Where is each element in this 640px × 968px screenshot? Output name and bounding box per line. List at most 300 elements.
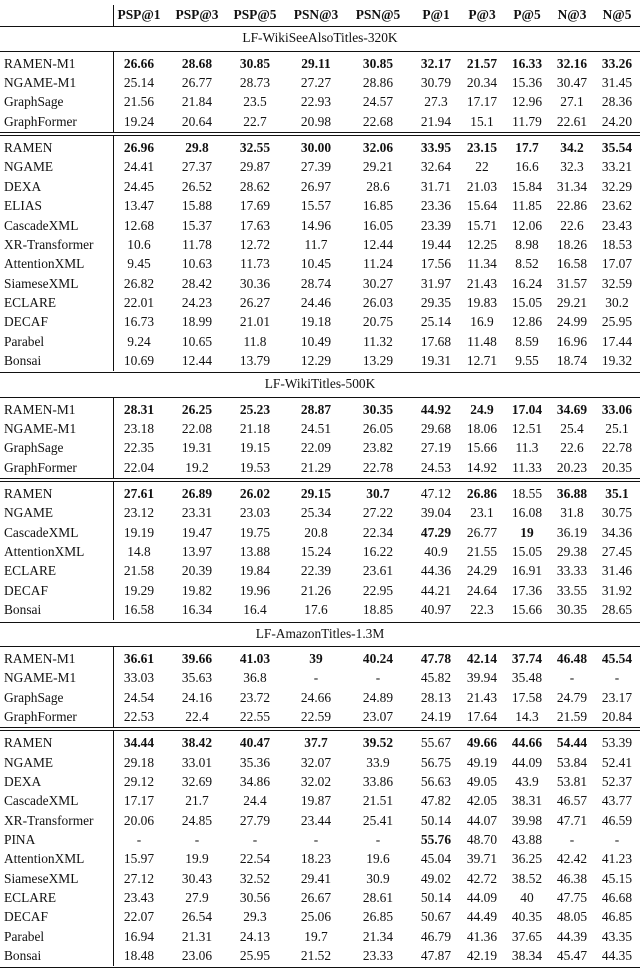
metric-value: 22.7 xyxy=(243,113,267,129)
metric-value: 24.19 xyxy=(420,708,452,724)
metric-value: 15.57 xyxy=(300,198,332,214)
metric-value: 46.85 xyxy=(601,909,633,925)
method-name: RAMEN xyxy=(4,735,53,751)
metric-value: 29.11 xyxy=(301,55,331,71)
metric-value: 42.05 xyxy=(466,793,498,809)
metric-value: 29.68 xyxy=(420,421,452,436)
metric-value: 12.44 xyxy=(362,236,394,252)
metric-value: 35.63 xyxy=(181,670,213,686)
table-row xyxy=(0,138,640,157)
metric-value: 27.9 xyxy=(185,890,209,906)
metric-value: 47.75 xyxy=(556,890,588,906)
metric-value: 24.29 xyxy=(466,563,498,579)
dataset-title: LF-AmazonTitles-1.3M xyxy=(255,625,385,641)
metric-value: 31.71 xyxy=(420,178,452,194)
metric-value: 15.71 xyxy=(466,217,498,233)
metric-value: 21.52 xyxy=(300,948,332,964)
table-row xyxy=(0,92,640,111)
metric-value: 21.51 xyxy=(362,793,394,809)
metric-value: 15.66 xyxy=(466,440,498,456)
metric-value: 22.09 xyxy=(300,440,332,456)
column-divider xyxy=(113,135,114,371)
metric-value: 19.6 xyxy=(366,851,390,867)
method-name: ECLARE xyxy=(4,294,57,310)
metric-value: 21.03 xyxy=(466,178,498,194)
metric-value: 20.35 xyxy=(601,459,633,475)
metric-value: 30.00 xyxy=(300,140,332,156)
metric-value: 37.74 xyxy=(511,650,543,666)
metric-value: 36.25 xyxy=(511,851,543,867)
metric-value: 22 xyxy=(475,159,489,175)
metric-value: 34.36 xyxy=(601,524,633,540)
method-name: NGAME-M1 xyxy=(4,421,77,436)
metric-value: 25.34 xyxy=(300,505,332,521)
metric-value: 19.75 xyxy=(239,524,271,540)
method-name: CascadeXML xyxy=(4,217,79,233)
metric-value: 11.3 xyxy=(515,440,539,456)
metric-value: 31.34 xyxy=(556,178,588,194)
metric-value: 24.53 xyxy=(420,459,452,475)
table-row xyxy=(0,733,640,752)
metric-value: 16.58 xyxy=(556,256,588,272)
metric-value: 32.55 xyxy=(239,140,271,156)
metric-value: 23.44 xyxy=(300,812,332,828)
metric-value: 12.44 xyxy=(181,352,213,368)
metric-value: 16.08 xyxy=(511,505,543,521)
metric-value: 10.49 xyxy=(300,333,332,349)
metric-value: 35.48 xyxy=(511,670,543,686)
metric-value: 24.16 xyxy=(181,689,213,705)
metric-value: 47.78 xyxy=(420,650,452,666)
table-row xyxy=(0,177,640,196)
metric-value: 26.54 xyxy=(181,909,213,925)
metric-value: 41.03 xyxy=(239,650,271,666)
metric-value: 34.69 xyxy=(556,401,588,417)
metric-value: 15.05 xyxy=(511,544,543,560)
column-divider xyxy=(113,646,114,727)
table-row xyxy=(0,600,640,619)
metric-value: 39.94 xyxy=(466,670,498,686)
metric-value: 22.35 xyxy=(123,440,155,456)
method-name: Parabel xyxy=(4,333,45,349)
metric-value: 21.56 xyxy=(123,94,155,110)
metric-value: 22.59 xyxy=(300,708,332,724)
metric-value: 45.47 xyxy=(556,948,588,964)
metric-value: 23.43 xyxy=(601,217,633,233)
metric-value: 18.99 xyxy=(181,314,213,330)
metric-value: 22.95 xyxy=(362,582,394,598)
table-row xyxy=(0,581,640,600)
metric-value: 31.97 xyxy=(420,275,452,291)
metric-value: 33.86 xyxy=(362,773,394,789)
metric-value: 32.16 xyxy=(556,55,588,71)
metric-value: 24.46 xyxy=(300,294,332,310)
metric-value: 30.47 xyxy=(556,75,588,91)
metric-value: 28.6 xyxy=(366,178,390,194)
metric-value: 43.88 xyxy=(511,832,543,847)
metric-value: 36.19 xyxy=(556,524,588,540)
method-name: PINA xyxy=(4,832,36,847)
metric-value: 11.8 xyxy=(243,333,267,349)
metric-value: 30.35 xyxy=(362,401,394,417)
metric-value: 44.49 xyxy=(466,909,498,925)
metric-value: 15.37 xyxy=(181,217,213,233)
method-name: RAMEN-M1 xyxy=(4,401,76,417)
table-row xyxy=(0,458,640,477)
metric-value: 28.61 xyxy=(362,890,394,906)
metric-value: - xyxy=(375,832,381,847)
metric-value: 13.29 xyxy=(362,352,394,368)
metric-value: 23.43 xyxy=(123,890,155,906)
rule-line xyxy=(0,478,640,479)
metric-value: 35.54 xyxy=(601,140,633,156)
metric-value: - xyxy=(252,832,258,847)
metric-value: 24.41 xyxy=(123,159,155,175)
metric-value: 11.32 xyxy=(363,333,393,349)
metric-value: 25.23 xyxy=(239,401,271,417)
method-name: DECAF xyxy=(4,582,48,598)
metric-value: 31.45 xyxy=(601,75,633,91)
metric-value: 12.96 xyxy=(511,94,543,110)
metric-value: 46.79 xyxy=(420,928,452,944)
metric-value: 30.85 xyxy=(362,55,394,71)
metric-value: 27.39 xyxy=(300,159,332,175)
table-row xyxy=(0,332,640,351)
metric-value: 17.63 xyxy=(239,217,271,233)
metric-value: 27.22 xyxy=(362,505,394,521)
table-row xyxy=(0,216,640,235)
metric-value: 19.2 xyxy=(185,459,209,475)
method-name: GraphSage xyxy=(4,689,64,705)
metric-value: 30.9 xyxy=(366,870,390,886)
metric-value: 34.86 xyxy=(239,773,271,789)
metric-value: 11.48 xyxy=(467,333,497,349)
metric-value: 19.31 xyxy=(420,352,452,368)
metric-value: 26.52 xyxy=(181,178,213,194)
metric-value: 16.4 xyxy=(243,602,267,618)
metric-value: 47.82 xyxy=(420,793,452,809)
metric-value: 10.69 xyxy=(123,352,155,368)
metric-value: 11.73 xyxy=(240,256,270,272)
table-row xyxy=(0,351,640,370)
metric-value: 19.83 xyxy=(466,294,498,310)
metric-value: 25.41 xyxy=(362,812,394,828)
metric-value: 55.67 xyxy=(420,735,452,751)
metric-value: 14.96 xyxy=(300,217,332,233)
metric-value: 37.7 xyxy=(304,735,328,751)
metric-value: 23.18 xyxy=(123,421,155,436)
column-divider xyxy=(113,730,114,966)
table-row xyxy=(0,707,640,726)
table-row xyxy=(0,400,640,419)
table-row xyxy=(0,668,640,687)
metric-value: - xyxy=(614,670,620,686)
column-header: PSP@1 xyxy=(117,7,161,22)
metric-value: 34.2 xyxy=(560,140,584,156)
metric-value: 33.55 xyxy=(556,582,588,598)
metric-value: 17.6 xyxy=(304,602,328,618)
metric-value: 25.95 xyxy=(601,314,633,330)
table-row xyxy=(0,503,640,522)
metric-value: 18.26 xyxy=(556,236,588,252)
metric-value: 23.72 xyxy=(239,689,271,705)
table-row xyxy=(0,419,640,438)
metric-value: 23.03 xyxy=(239,505,271,521)
metric-value: 21.29 xyxy=(300,459,332,475)
metric-value: 36.61 xyxy=(123,650,155,666)
metric-value: 32.29 xyxy=(601,178,633,194)
metric-value: 44.35 xyxy=(601,948,633,964)
metric-value: 8.59 xyxy=(515,333,539,349)
metric-value: 16.73 xyxy=(123,314,155,330)
metric-value: 32.07 xyxy=(300,754,332,770)
metric-value: 24.51 xyxy=(300,421,332,436)
metric-value: 32.59 xyxy=(601,275,633,291)
metric-value: 40 xyxy=(520,890,534,906)
metric-value: 50.14 xyxy=(420,890,452,906)
metric-value: 17.44 xyxy=(601,333,633,349)
metric-value: 19.29 xyxy=(123,582,155,598)
metric-value: 30.27 xyxy=(362,275,394,291)
metric-value: 45.15 xyxy=(601,870,633,886)
column-divider xyxy=(113,5,114,26)
metric-value: 28.74 xyxy=(300,275,332,291)
table-row xyxy=(0,312,640,331)
table-row xyxy=(0,112,640,131)
metric-value: 56.63 xyxy=(420,773,452,789)
metric-value: 53.81 xyxy=(556,773,588,789)
metric-value: 28.13 xyxy=(420,689,452,705)
rule-line xyxy=(0,372,640,373)
metric-value: 33.95 xyxy=(420,140,452,156)
metric-value: 14.3 xyxy=(515,708,539,724)
method-name: NGAME-M1 xyxy=(4,75,77,91)
metric-value: 19.32 xyxy=(601,352,633,368)
metric-value: 39 xyxy=(309,650,323,666)
metric-value: 20.34 xyxy=(466,75,498,91)
metric-value: 19.44 xyxy=(420,236,452,252)
metric-value: 16.05 xyxy=(362,217,394,233)
metric-value: 24.64 xyxy=(466,582,498,598)
metric-value: 19.31 xyxy=(181,440,213,456)
metric-value: 29.18 xyxy=(123,754,155,770)
table-row xyxy=(0,157,640,176)
table-row xyxy=(0,869,640,888)
table-row xyxy=(0,274,640,293)
metric-value: 15.64 xyxy=(466,198,498,214)
method-name: DEXA xyxy=(4,178,42,194)
metric-value: 29.3 xyxy=(243,909,267,925)
metric-value: 46.57 xyxy=(556,793,588,809)
metric-value: 26.89 xyxy=(181,486,213,502)
metric-value: 38.52 xyxy=(511,870,543,886)
metric-value: 32.64 xyxy=(420,159,452,175)
metric-value: 28.36 xyxy=(601,94,633,110)
metric-value: 16.85 xyxy=(362,198,394,214)
method-name: GraphSage xyxy=(4,440,64,456)
metric-value: 30.2 xyxy=(605,294,629,310)
metric-value: 33.21 xyxy=(601,159,633,175)
metric-value: 20.84 xyxy=(601,708,633,724)
metric-value: 21.26 xyxy=(300,582,332,598)
metric-value: 16.96 xyxy=(556,333,588,349)
metric-value: 27.79 xyxy=(239,812,271,828)
metric-value: 20.06 xyxy=(123,812,155,828)
metric-value: 26.25 xyxy=(181,401,213,417)
metric-value: 12.06 xyxy=(511,217,543,233)
column-header: P@1 xyxy=(422,7,450,22)
metric-value: 35.36 xyxy=(239,754,271,770)
metric-value: 24.9 xyxy=(470,401,494,417)
metric-value: 29.8 xyxy=(185,140,209,156)
metric-value: 12.29 xyxy=(300,352,332,368)
method-name: Bonsai xyxy=(4,352,42,368)
table-row xyxy=(0,907,640,926)
metric-value: 31.8 xyxy=(560,505,584,521)
metric-value: 46.38 xyxy=(556,870,588,886)
metric-value: 30.75 xyxy=(601,505,633,521)
metric-value: 40.47 xyxy=(239,735,271,751)
metric-value: 40.24 xyxy=(362,650,394,666)
metric-value: 21.18 xyxy=(239,421,271,436)
metric-value: 9.55 xyxy=(515,352,539,368)
metric-value: 22.08 xyxy=(181,421,213,436)
metric-value: 28.31 xyxy=(123,401,155,417)
method-name: AttentionXML xyxy=(4,256,85,272)
metric-value: 11.24 xyxy=(363,256,393,272)
metric-value: 26.86 xyxy=(466,486,498,502)
table-row xyxy=(0,561,640,580)
metric-value: 33.03 xyxy=(123,670,155,686)
table-row xyxy=(0,542,640,561)
metric-value: 25.1 xyxy=(605,421,629,436)
metric-value: 47.29 xyxy=(420,524,452,540)
column-header: PSP@3 xyxy=(175,7,219,22)
metric-value: 16.91 xyxy=(511,563,543,579)
metric-value: 38.31 xyxy=(511,793,543,809)
metric-value: 29.38 xyxy=(556,544,588,560)
table-row xyxy=(0,293,640,312)
metric-value: 40.9 xyxy=(424,544,448,560)
metric-value: 29.21 xyxy=(556,294,588,310)
metric-value: 24.99 xyxy=(556,314,588,330)
metric-value: 19.24 xyxy=(123,113,155,129)
metric-value: 31.46 xyxy=(601,563,633,579)
method-name: NGAME xyxy=(4,159,54,175)
metric-value: 19.87 xyxy=(300,793,332,809)
metric-value: 21.43 xyxy=(466,689,498,705)
metric-value: 44.92 xyxy=(420,401,452,417)
metric-value: 16.6 xyxy=(515,159,539,175)
metric-value: 24.85 xyxy=(181,812,213,828)
metric-value: 17.68 xyxy=(420,333,452,349)
rule-line xyxy=(0,26,640,27)
metric-value: 12.71 xyxy=(466,352,498,368)
metric-value: 21.01 xyxy=(239,314,271,330)
dataset-title: LF-WikiSeeAlsoTitles-320K xyxy=(242,30,398,46)
metric-value: 32.17 xyxy=(420,55,452,71)
metric-value: 44.39 xyxy=(556,928,588,944)
metric-value: 27.27 xyxy=(300,75,332,91)
metric-value: 21.7 xyxy=(185,793,209,809)
metric-value: 19.19 xyxy=(123,524,155,540)
metric-value: 20.98 xyxy=(300,113,332,129)
metric-value: 46.48 xyxy=(556,650,588,666)
metric-value: 24.23 xyxy=(181,294,213,310)
metric-value: 33.26 xyxy=(601,55,633,71)
rule-line xyxy=(0,135,640,136)
metric-value: 34.44 xyxy=(123,735,155,751)
metric-value: 22.3 xyxy=(470,602,494,618)
metric-value: 22.04 xyxy=(123,459,155,475)
metric-value: 19.82 xyxy=(181,582,213,598)
metric-value: 47.12 xyxy=(420,486,452,502)
metric-value: 52.41 xyxy=(601,754,633,770)
metric-value: 30.79 xyxy=(420,75,452,91)
metric-value: 27.37 xyxy=(181,159,213,175)
metric-value: 14.92 xyxy=(466,459,498,475)
metric-value: 19.7 xyxy=(304,928,328,944)
metric-value: 28.86 xyxy=(362,75,394,91)
metric-value: 17.17 xyxy=(123,793,155,809)
metric-value: 9.45 xyxy=(127,256,151,272)
metric-value: 49.02 xyxy=(420,870,452,886)
metric-value: 15.05 xyxy=(511,294,543,310)
metric-value: 15.36 xyxy=(511,75,543,91)
metric-value: 50.14 xyxy=(420,812,452,828)
metric-value: 10.63 xyxy=(181,256,213,272)
metric-value: 37.65 xyxy=(511,928,543,944)
metric-value: 17.7 xyxy=(515,140,539,156)
metric-value: 18.06 xyxy=(466,421,498,436)
metric-value: 39.52 xyxy=(362,735,394,751)
metric-value: 38.34 xyxy=(511,948,543,964)
metric-value: 44.07 xyxy=(466,812,498,828)
method-name: XR-Transformer xyxy=(4,812,94,828)
metric-value: 17.58 xyxy=(511,689,543,705)
metric-value: 15.88 xyxy=(181,198,213,214)
metric-value: 22.68 xyxy=(362,113,394,129)
metric-value: 23.61 xyxy=(362,563,394,579)
method-name: DECAF xyxy=(4,909,48,925)
header-row xyxy=(0,5,640,24)
metric-value: 21.58 xyxy=(123,563,155,579)
metric-value: 23.36 xyxy=(420,198,452,214)
table-row xyxy=(0,688,640,707)
metric-value: 19.84 xyxy=(239,563,271,579)
metric-value: 8.52 xyxy=(515,256,539,272)
method-name: GraphFormer xyxy=(4,708,77,724)
metric-value: 43.35 xyxy=(601,928,633,944)
method-name: RAMEN xyxy=(4,140,53,156)
metric-value: 16.24 xyxy=(511,275,543,291)
metric-value: 29.21 xyxy=(362,159,394,175)
metric-value: 27.61 xyxy=(123,486,155,502)
metric-value: 46.68 xyxy=(601,890,633,906)
metric-value: 24.66 xyxy=(300,689,332,705)
metric-value: 24.45 xyxy=(123,178,155,194)
metric-value: 30.36 xyxy=(239,275,271,291)
metric-value: 12.72 xyxy=(239,236,271,252)
metric-value: 32.3 xyxy=(560,159,584,175)
metric-value: 22.78 xyxy=(601,440,633,456)
metric-value: 23.39 xyxy=(420,217,452,233)
metric-value: 52.37 xyxy=(601,773,633,789)
metric-value: 18.48 xyxy=(123,948,155,964)
metric-value: 19.47 xyxy=(181,524,213,540)
metric-value: 28.73 xyxy=(239,75,271,91)
metric-value: 44.66 xyxy=(511,735,543,751)
